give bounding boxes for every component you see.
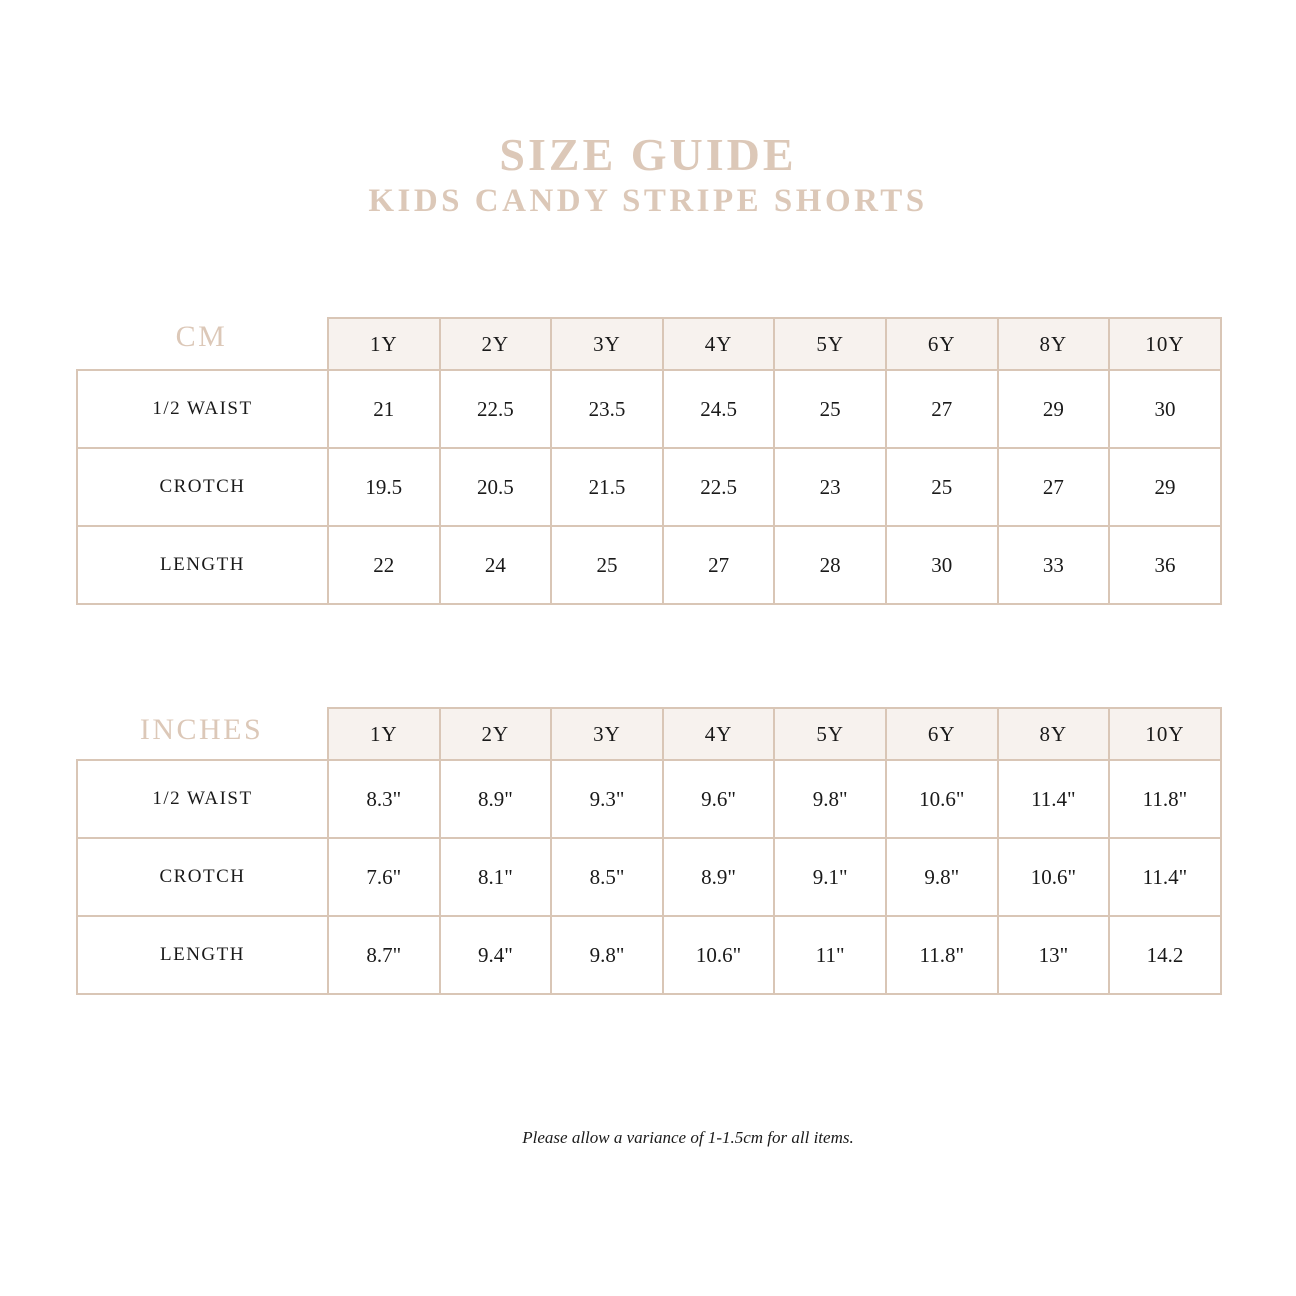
- measurement-cell: 8.7": [328, 916, 440, 994]
- size-header: 1Y: [328, 708, 440, 760]
- measurement-cell: 9.8": [774, 760, 886, 838]
- measurement-cell: 30: [886, 526, 998, 604]
- measurement-cell: 13": [998, 916, 1110, 994]
- measurement-cell: 8.9": [440, 760, 552, 838]
- cm-size-table: [76, 317, 1222, 605]
- corner-cell: [77, 708, 328, 760]
- measurement-cell: 9.3": [551, 760, 663, 838]
- measurement-cell: 11": [774, 916, 886, 994]
- measurement-cell: 27: [998, 448, 1110, 526]
- size-header: 5Y: [774, 318, 886, 370]
- inches-unit-label: INCHES: [139, 713, 264, 746]
- measurement-cell: 10.6": [998, 838, 1110, 916]
- measurement-cell: 8.5": [551, 838, 663, 916]
- size-header: 5Y: [774, 708, 886, 760]
- measurement-cell: 25: [774, 370, 886, 448]
- measurement-cell: 36: [1109, 526, 1221, 604]
- measurement-cell: 33: [998, 526, 1110, 604]
- table-row-waist: [77, 760, 1221, 838]
- table-row-waist: [77, 370, 1221, 448]
- size-header: 8Y: [998, 708, 1110, 760]
- size-header-row: [77, 318, 1221, 370]
- table-row-crotch: [77, 838, 1221, 916]
- table-row-length: [77, 916, 1221, 994]
- cm-unit-label: CM: [175, 320, 228, 353]
- measurement-cell: 24: [440, 526, 552, 604]
- corner-cell: [77, 318, 328, 370]
- row-label: LENGTH: [77, 916, 328, 994]
- row-label: 1/2 WAIST: [77, 370, 328, 448]
- size-header: 8Y: [998, 318, 1110, 370]
- measurement-cell: 9.1": [774, 838, 886, 916]
- measurement-cell: 9.4": [440, 916, 552, 994]
- size-header: 6Y: [886, 318, 998, 370]
- measurement-cell: 8.3": [328, 760, 440, 838]
- measurement-cell: 22.5: [440, 370, 552, 448]
- measurement-cell: 20.5: [440, 448, 552, 526]
- measurement-cell: 22.5: [663, 448, 775, 526]
- measurement-cell: 7.6": [328, 838, 440, 916]
- size-header: 2Y: [440, 708, 552, 760]
- measurement-cell: 8.9": [663, 838, 775, 916]
- size-header: 10Y: [1109, 708, 1221, 760]
- row-label: CROTCH: [77, 448, 328, 526]
- measurement-cell: 19.5: [328, 448, 440, 526]
- size-header: 10Y: [1109, 318, 1221, 370]
- size-header: 4Y: [663, 318, 775, 370]
- table-row-length: [77, 526, 1221, 604]
- measurement-cell: 11.8": [1109, 760, 1221, 838]
- measurement-cell: 27: [886, 370, 998, 448]
- row-label: LENGTH: [77, 526, 328, 604]
- measurement-cell: 23: [774, 448, 886, 526]
- measurement-cell: 9.8": [551, 916, 663, 994]
- size-header: 6Y: [886, 708, 998, 760]
- size-header: 3Y: [551, 318, 663, 370]
- row-label: 1/2 WAIST: [77, 760, 328, 838]
- inches-size-table: [76, 707, 1222, 995]
- measurement-cell: 27: [663, 526, 775, 604]
- measurement-cell: 22: [328, 526, 440, 604]
- measurement-cell: 29: [998, 370, 1110, 448]
- measurement-cell: 14.2: [1109, 916, 1221, 994]
- measurement-cell: 29: [1109, 448, 1221, 526]
- measurement-cell: 30: [1109, 370, 1221, 448]
- size-header-row: [77, 708, 1221, 760]
- measurement-cell: 9.6": [663, 760, 775, 838]
- measurement-cell: 8.1": [440, 838, 552, 916]
- measurement-cell: 21: [328, 370, 440, 448]
- measurement-cell: 21.5: [551, 448, 663, 526]
- size-header: 1Y: [328, 318, 440, 370]
- measurement-cell: 25: [886, 448, 998, 526]
- measurement-cell: 25: [551, 526, 663, 604]
- product-subtitle: KIDS CANDY STRIPE SHORTS: [368, 183, 928, 219]
- variance-note: Please allow a variance of 1-1.5cm for all items.: [522, 1128, 854, 1147]
- measurement-cell: 10.6": [663, 916, 775, 994]
- measurement-cell: 11.4": [998, 760, 1110, 838]
- measurement-cell: 28: [774, 526, 886, 604]
- measurement-cell: 11.4": [1109, 838, 1221, 916]
- measurement-cell: 11.8": [886, 916, 998, 994]
- table-row-crotch: [77, 448, 1221, 526]
- measurement-cell: 23.5: [551, 370, 663, 448]
- measurement-cell: 9.8": [886, 838, 998, 916]
- page-title: SIZE GUIDE: [499, 129, 797, 180]
- size-header: 2Y: [440, 318, 552, 370]
- row-label: CROTCH: [77, 838, 328, 916]
- size-header: 3Y: [551, 708, 663, 760]
- measurement-cell: 24.5: [663, 370, 775, 448]
- measurement-cell: 10.6": [886, 760, 998, 838]
- size-header: 4Y: [663, 708, 775, 760]
